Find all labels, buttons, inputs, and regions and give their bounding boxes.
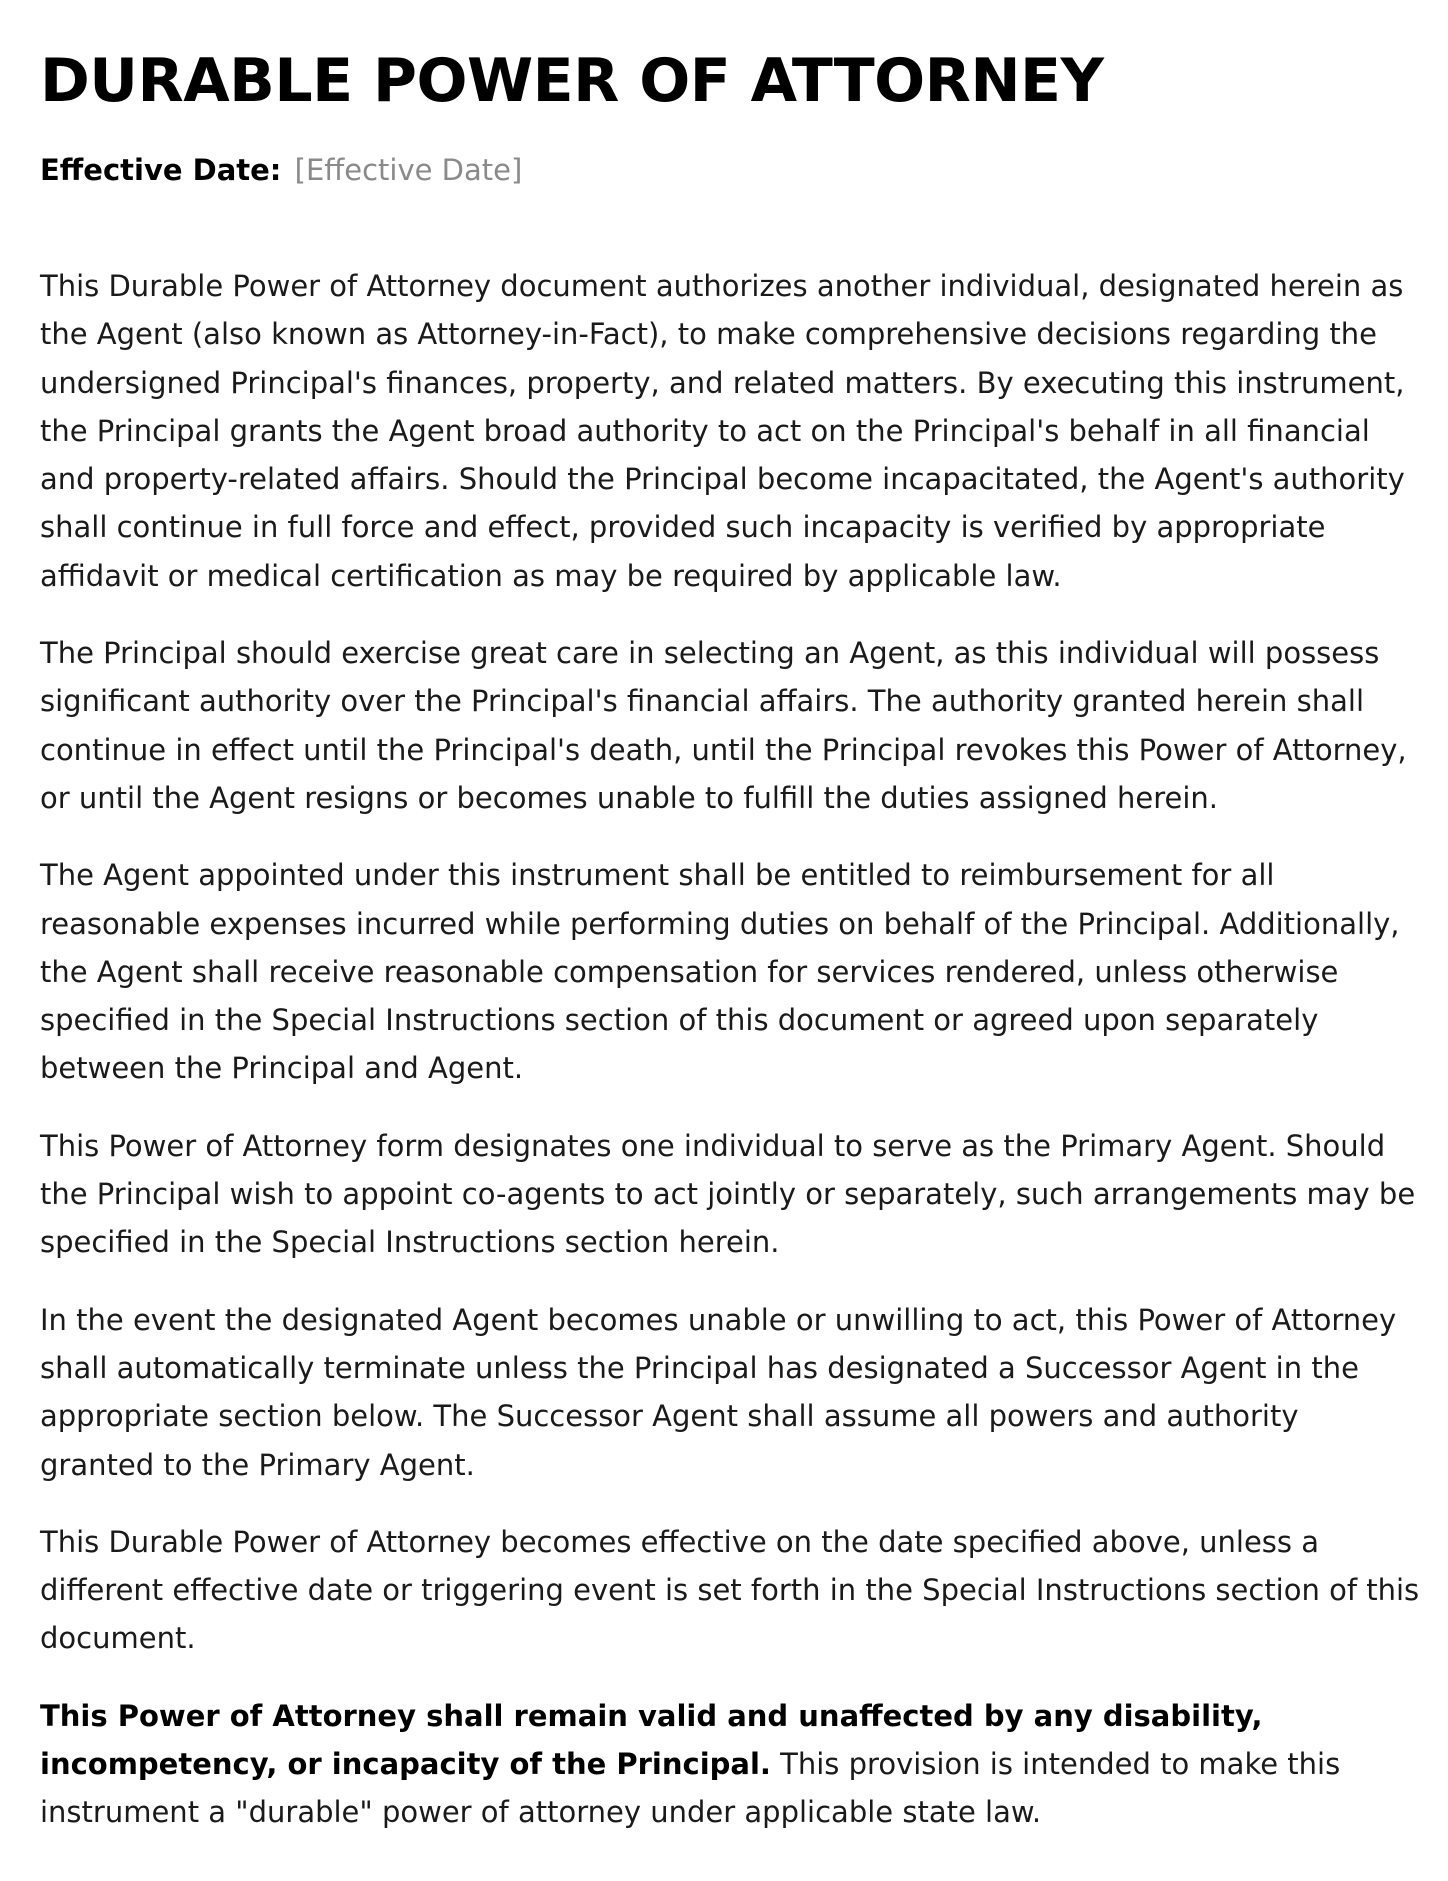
effective-date — [40, 152, 1420, 188]
paragraph-successor-agent: In the event the designated Agent becomes unable or unwilling to act, this Power of Attorney shall automatically terminate unless the Principal has designated a Successor Agent in the appropriate section below. The Successor Agent shall assume all powers and authority granted to the Primary Agent. — [40, 1302, 1397, 1482]
paragraph-agent-selection: The Principal should exercise great care in selecting an Agent, as this individual will possess significant authority over the Principal's financial affairs. The authority granted herein shall continue in effect until the Principal's death, until the Principal revokes this Power of Attorney, or until the Agent resigns or becomes unable to fulfill the duties assigned herein. — [40, 636, 1407, 815]
durability-explanation: This provision is intended to make this instrument a "durable" power of attorney under applicable state law. — [40, 1747, 1341, 1830]
paragraph-effective-date: This Durable Power of Attorney becomes effective on the date specified above, unless a different effective date or triggering event is set forth in the Special Instructions section of this document. — [40, 1524, 1420, 1656]
effective-date-label: Effective Date: — [40, 153, 282, 187]
paragraph-durability — [40, 1692, 1420, 1837]
paragraph-compensation: The Agent appointed under this instrument shall be entitled to reimbursement for all reasonable expenses incurred while performing duties on behalf of the Principal. Additionally, the Agent shall receive reasonable compensation for services rendered, unless otherwise specified in the Special Instructions section of this document or agreed upon separately between the Principal and Agent. — [40, 858, 1400, 1086]
paragraph-authorization: This Durable Power of Attorney document authorizes another individual, designated herein as the Agent (also known as Attorney-in-Fact), to make comprehensive decisions regarding the undersigned Principal's finances, property, and related matters. By executing this instrument, the Principal grants the Agent broad authority to act on the Principal's behalf in all financial and property-related affairs. Should the Principal become incapacitated, the Agent's authority shall continue in full force and effect, provided such incapacity is verified by appropriate affidavit or medical certification as may be required by applicable law. — [40, 269, 1405, 593]
document-title: DURABLE POWER OF ATTORNEY — [40, 46, 1104, 116]
durability-statement: This Power of Attorney shall remain valid and unaffected by any disability, incompetency, or incapacity of the Principal. — [40, 1698, 1263, 1782]
document-body — [40, 262, 1420, 1837]
paragraph-co-agents: This Power of Attorney form designates one individual to serve as the Primary Agent. Should the Principal wish to appoint co-agents to act jointly or separately, such arrangements may be specified in the Special Instructions section herein. — [40, 1128, 1416, 1260]
effective-date-placeholder: [Effective Date] — [294, 153, 523, 187]
document — [40, 40, 1420, 1866]
